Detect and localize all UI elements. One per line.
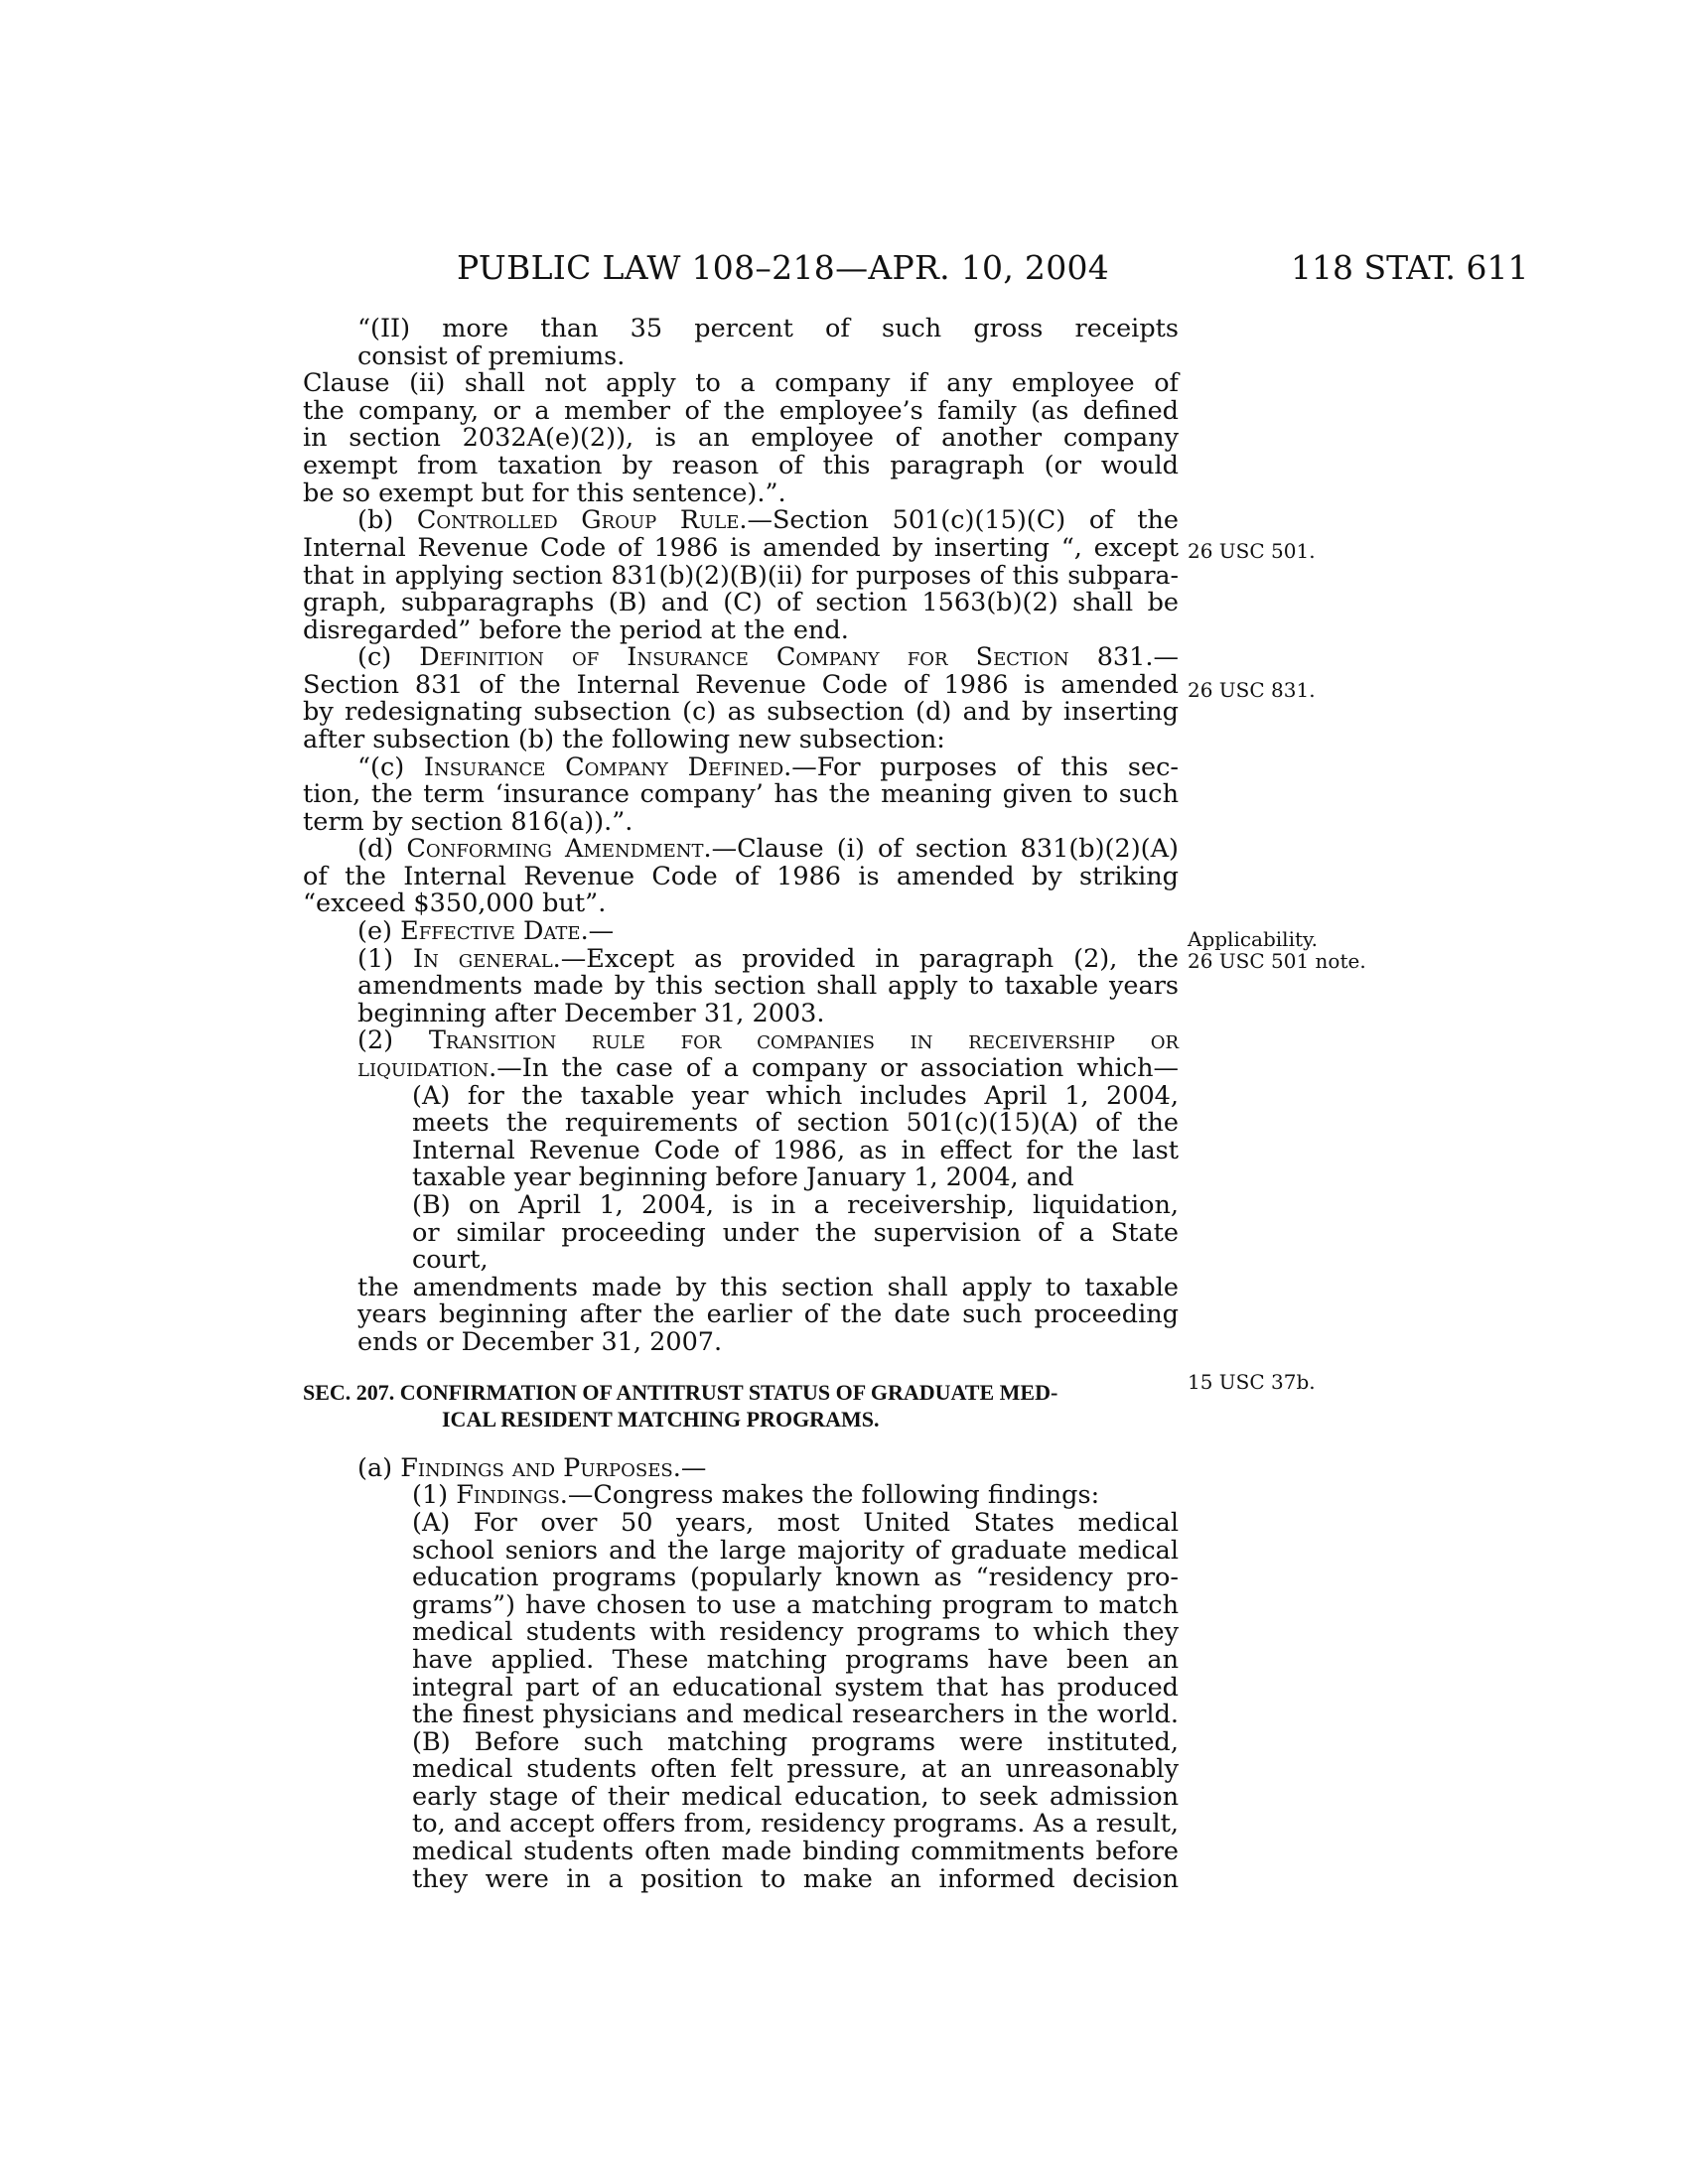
text-line bbox=[412, 1247, 1179, 1275]
text-line bbox=[412, 1482, 1179, 1510]
text-line bbox=[303, 450, 1179, 480]
section-heading-line bbox=[442, 1406, 1179, 1433]
text-run: (d) bbox=[357, 834, 407, 865]
text-run: after subsection (b) the following new subsection: bbox=[303, 724, 945, 754]
text-line bbox=[303, 724, 1179, 754]
text-run: Internal Revenue Code of 1986, as in effect for the last bbox=[412, 1135, 1179, 1165]
text-line bbox=[412, 1565, 1179, 1592]
text-run: tion, the term ‘insurance company’ has the meaning given to such bbox=[303, 779, 1179, 810]
text-line bbox=[412, 1507, 1179, 1538]
text-line bbox=[412, 1702, 1179, 1729]
text-run: .—In the case of a company or association which— bbox=[489, 1053, 1179, 1084]
text-run: medical students with residency programs to which they bbox=[412, 1617, 1179, 1648]
small-caps-heading: Findings and Purposes bbox=[400, 1452, 673, 1483]
text-line bbox=[303, 890, 1179, 918]
text-line bbox=[412, 1644, 1179, 1675]
text-run: to, and accept offers from, residency programs. As a result, bbox=[412, 1809, 1179, 1840]
text-run: early stage of their medical education, to seek admission bbox=[412, 1781, 1179, 1812]
text-line bbox=[303, 699, 1179, 727]
text-run: “(c) bbox=[357, 751, 424, 782]
text-line bbox=[357, 644, 1179, 672]
small-caps-heading: liquidation bbox=[357, 1053, 490, 1084]
margin-note-15-usc-37b: 15 USC 37b. bbox=[1188, 1370, 1316, 1394]
text-run: .—Section 501(c)(15)(C) of the bbox=[739, 505, 1179, 536]
text-run: they were in a position to make an informed decision bbox=[412, 1863, 1179, 1894]
text-line bbox=[412, 1839, 1179, 1866]
running-header-left: PUBLIC LAW 108–218—APR. 10, 2004 bbox=[457, 248, 1110, 287]
text-run: integral part of an educational system that has produced bbox=[412, 1672, 1179, 1703]
text-line bbox=[357, 343, 1179, 371]
text-line bbox=[303, 861, 1179, 891]
text-line bbox=[303, 562, 1179, 590]
text-line bbox=[303, 395, 1179, 426]
text-run: beginning after December 31, 2003. bbox=[357, 998, 825, 1028]
text-run: (A) For over 50 years, most United States medical bbox=[412, 1507, 1179, 1538]
text-run: education programs (popularly known as “residency pro- bbox=[412, 1563, 1179, 1593]
text-line bbox=[357, 507, 1179, 535]
margin-note-26-usc-831: 26 USC 831. bbox=[1188, 678, 1316, 702]
text-line bbox=[303, 425, 1179, 453]
text-run: school seniors and the large majority of graduate medical bbox=[412, 1535, 1179, 1566]
text-run: have applied. These matching programs have been an bbox=[412, 1644, 1179, 1675]
text-run: grams”) have chosen to use a matching program to match bbox=[412, 1589, 1179, 1620]
text-run: .—For purposes of this sec- bbox=[783, 751, 1179, 782]
text-run: of the Internal Revenue Code of 1986 is amended by striking bbox=[303, 861, 1179, 891]
text-run: in section 2032A(e)(2)), is an employee of another company bbox=[303, 423, 1179, 454]
text-run: (B) Before such matching programs were instituted, bbox=[412, 1726, 1179, 1757]
text-run: that in applying section 831(b)(2)(B)(ii) for purposes of this subpara- bbox=[303, 561, 1179, 591]
text-run: ends or December 31, 2007. bbox=[357, 1326, 723, 1357]
text-run: (B) on April 1, 2004, is in a receivership, liquidation, bbox=[412, 1190, 1179, 1220]
small-caps-heading: Effective Date bbox=[400, 916, 581, 947]
text-line bbox=[412, 1781, 1179, 1812]
text-line bbox=[303, 614, 1179, 645]
text-line bbox=[412, 1811, 1179, 1839]
text-run: Section 831 of the Internal Revenue Code of 1986 is amended bbox=[303, 669, 1179, 700]
statute-text bbox=[303, 316, 1179, 1893]
text-run: .— bbox=[672, 1452, 707, 1483]
text-run: consist of premiums. bbox=[357, 341, 626, 371]
text-line bbox=[303, 669, 1179, 700]
text-line bbox=[303, 587, 1179, 617]
running-header-right: 118 STAT. 611 bbox=[1291, 248, 1529, 287]
text-run: exempt from taxation by reason of this paragraph (or would bbox=[303, 450, 1179, 480]
text-line bbox=[357, 751, 1179, 782]
text-line bbox=[412, 1080, 1179, 1111]
text-run: disregarded” before the period at the end. bbox=[303, 614, 849, 645]
text-run: (A) for the taxable year which includes April 1, 2004, bbox=[412, 1080, 1179, 1111]
text-line bbox=[412, 1672, 1179, 1703]
text-line bbox=[303, 480, 1179, 508]
small-caps-heading: Insurance Company Defined bbox=[423, 751, 784, 782]
small-caps-heading: Findings bbox=[456, 1480, 560, 1511]
text-run: ICAL RESIDENT MATCHING PROGRAMS. bbox=[442, 1407, 880, 1433]
small-caps-heading: Definition of Insurance Company for Section 831 bbox=[419, 642, 1146, 673]
margin-note-26-usc-501: 26 USC 501. bbox=[1188, 539, 1316, 563]
text-line bbox=[412, 1217, 1179, 1248]
text-run: Clause (ii) shall not apply to a company if any employee of bbox=[303, 368, 1179, 399]
text-line bbox=[357, 1027, 1179, 1055]
text-line bbox=[412, 1135, 1179, 1165]
text-line bbox=[412, 1192, 1179, 1220]
text-run: be so exempt but for this sentence).”. bbox=[303, 478, 786, 508]
section-heading-line bbox=[303, 1379, 1179, 1407]
text-run: .—Except as provided in paragraph (2), the bbox=[552, 943, 1179, 974]
text-line bbox=[357, 1326, 1179, 1357]
text-run: graph, subparagraphs (B) and (C) of section 1563(b)(2) shall be bbox=[303, 587, 1179, 617]
text-run: taxable year beginning before January 1, 2004, and bbox=[412, 1162, 1074, 1193]
text-line bbox=[412, 1164, 1179, 1192]
text-line bbox=[412, 1863, 1179, 1894]
text-line bbox=[412, 1726, 1179, 1757]
text-line bbox=[357, 836, 1179, 864]
text-line bbox=[357, 1272, 1179, 1302]
text-run: years beginning after the earlier of the date such proceeding bbox=[357, 1299, 1179, 1330]
text-line bbox=[412, 1589, 1179, 1620]
text-line bbox=[357, 1301, 1179, 1329]
text-line bbox=[357, 316, 1179, 343]
small-caps-heading: In general bbox=[413, 943, 553, 974]
text-line bbox=[412, 1619, 1179, 1647]
margin-note-applicability: Applicability. bbox=[1188, 927, 1318, 951]
text-run: .—Congress makes the following findings: bbox=[559, 1480, 1100, 1511]
text-run: (2) bbox=[357, 1025, 429, 1056]
text-run: meets the requirements of section 501(c)(15)(A) of the bbox=[412, 1108, 1179, 1139]
text-run: (1) bbox=[357, 943, 414, 974]
text-line bbox=[412, 1756, 1179, 1784]
text-line bbox=[303, 781, 1179, 809]
text-run: .— bbox=[580, 916, 615, 947]
text-run: “(II) more than 35 percent of such gross receipts bbox=[357, 314, 1179, 343]
text-run: (a) bbox=[357, 1452, 401, 1483]
section-spacer bbox=[303, 1357, 1179, 1379]
section-spacer bbox=[303, 1433, 1179, 1455]
small-caps-heading: Conforming Amendment bbox=[406, 834, 704, 865]
text-run: medical students often made binding commitments before bbox=[412, 1837, 1179, 1867]
text-run: the finest physicians and medical researchers in the world. bbox=[412, 1700, 1179, 1730]
text-run: or similar proceeding under the supervision of a State bbox=[412, 1217, 1179, 1248]
text-line bbox=[357, 998, 1179, 1028]
text-run: (b) bbox=[357, 505, 417, 536]
text-line bbox=[357, 918, 1179, 946]
text-run: .— bbox=[1145, 642, 1179, 673]
text-line bbox=[303, 532, 1179, 563]
small-caps-heading: Controlled Group Rule bbox=[416, 505, 740, 536]
text-line bbox=[412, 1110, 1179, 1138]
text-run: amendments made by this section shall apply to taxable years bbox=[357, 971, 1179, 1002]
text-run: .—Clause (i) of section 831(b)(2)(A) bbox=[703, 834, 1179, 865]
text-line bbox=[357, 973, 1179, 1001]
text-run: (e) bbox=[357, 916, 401, 947]
text-run: (c) bbox=[357, 642, 420, 673]
text-run: by redesignating subsection (c) as subsection (d) and by inserting bbox=[303, 697, 1179, 728]
text-run: the company, or a member of the employee’s family (as defined bbox=[303, 395, 1179, 426]
text-line bbox=[357, 943, 1179, 974]
text-run: “exceed $350,000 but”. bbox=[303, 888, 607, 919]
text-run: term by section 816(a)).”. bbox=[303, 806, 633, 837]
text-line bbox=[357, 1055, 1179, 1083]
text-run: (1) bbox=[412, 1480, 457, 1511]
text-run: SEC. 207. CONFIRMATION OF ANTITRUST STATUS OF GRADUATE MED- bbox=[303, 1379, 1058, 1405]
text-run: medical students often felt pressure, at an unreasonably bbox=[412, 1754, 1179, 1785]
text-run: the amendments made by this section shall apply to taxable bbox=[357, 1272, 1179, 1302]
text-run: court, bbox=[412, 1245, 489, 1276]
text-run: Internal Revenue Code of 1986 is amended by inserting “, except bbox=[303, 532, 1179, 563]
margin-note-26-usc-501-note: 26 USC 501 note. bbox=[1188, 949, 1366, 973]
small-caps-heading: Transition rule for companies in receivership or bbox=[428, 1025, 1179, 1056]
text-line bbox=[412, 1535, 1179, 1566]
text-line bbox=[303, 370, 1179, 398]
text-line bbox=[357, 1452, 1179, 1483]
text-line bbox=[303, 806, 1179, 837]
